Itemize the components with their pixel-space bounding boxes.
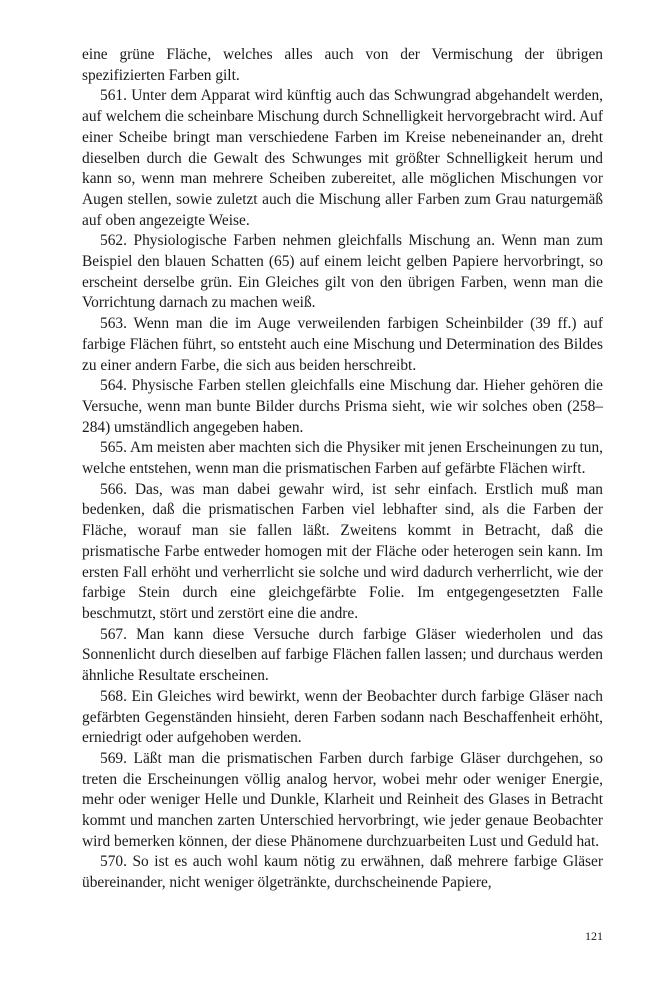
- page-body: [82, 45, 603, 894]
- paragraph-565: 565. Am meisten aber machten sich die Physiker mit jenen Erscheinungen zu tun, welche entstehen, wenn man die prismatischen Farben auf gefärbte Flächen wirft.: [82, 439, 603, 478]
- paragraph-564: 564. Physische Farben stellen gleichfalls eine Mischung dar. Hieher gehören die Versuche, wenn man bunte Bilder durchs Prisma sieht, wie wir solches oben (258–284) umständlich angegeben haben.: [82, 377, 603, 436]
- paragraph-continuation: eine grüne Fläche, welches alles auch von der Vermischung der übrigen spezifizierten Farben gilt.: [82, 46, 603, 84]
- paragraph-562: 562. Physiologische Farben nehmen gleichfalls Mischung an. Wenn man zum Beispiel den blauen Schatten (65) auf einem leicht gelben Papiere hervorbringt, so erscheint derselbe grün. Ein Gleiches gilt von den übrigen Farben, wenn man die Vorrichtung darnach zu machen weiß.: [82, 232, 603, 312]
- paragraph-561: 561. Unter dem Apparat wird künftig auch das Schwungrad abgehandelt werden, auf welchem die scheinbare Mischung durch Schnelligkeit hervorgebracht wird. Auf einer Scheibe bringt man verschiedene Farben im Kreise nebeneinander an, dreht dieselben durch die Gewalt des Schwunges mit größter Schnelligkeit herum und kann so, wenn man mehrere Scheiben zubereitet, alle möglichen Mischungen vor Augen stellen, sowie zuletzt auch die Mischung aller Farben zum Grau naturgemäß auf oben angezeigte Weise.: [82, 87, 603, 229]
- paragraph-569: 569. Läßt man die prismatischen Farben durch farbige Gläser durchgehen, so treten die Erscheinungen völlig analog hervor, wobei mehr oder weniger Energie, mehr oder weniger Helle und Dunkle, Klarheit und Reinheit des Glases in Betracht kommt und manchen zarten Unterschied hervorbringt, wie jeder genaue Beobachter wird bemerken können, der diese Phänomene durchzuarbeiten Lust und Geduld hat.: [82, 749, 603, 850]
- paragraph-570: 570. So ist es auch wohl kaum nötig zu erwähnen, daß mehrere farbige Gläser übereinander, nicht weniger ölgetränkte, durchscheinende Papiere,: [82, 853, 603, 892]
- paragraph-568: 568. Ein Gleiches wird bewirkt, wenn der Beobachter durch farbige Gläser nach gefärbten Gegenständen hinsieht, deren Farben sodann nach Beschaffenheit erhöht, erniedrigt oder aufgehoben werden.: [82, 687, 603, 747]
- paragraph-563: 563. Wenn man die im Auge verweilenden farbigen Scheinbilder (39 ff.) auf farbige Flächen führt, so entsteht auch eine Mischung und Determination des Bildes zu einer andern Farbe, die sich aus beiden herschreibt.: [82, 315, 603, 374]
- paragraph-566: 566. Das, was man dabei gewahr wird, ist sehr einfach. Erstlich muß man bedenken, daß die prismatischen Farben viel lebhafter sind, als die Farben der Fläche, worauf man sie fallen läßt. Zweitens kommt in Betracht, daß die prismatische Farbe entweder homogen mit der Fläche oder heterogen sein kann. Im ersten Fall erhöht und verherrlicht sie solche und wird dadurch verherrlicht, wie der farbige Stein durch eine gleichgefärbte Folie. Im entgegengesetzten Falle beschmutzt, stört und zerstört eine die andre.: [82, 480, 603, 622]
- page-number: 121: [585, 929, 603, 943]
- paragraph-567: 567. Man kann diese Versuche durch farbige Gläser wiederholen und das Sonnenlicht durch dieselben auf farbige Flächen fallen lassen; und durchaus werden ähnliche Resultate erscheinen.: [82, 625, 603, 685]
